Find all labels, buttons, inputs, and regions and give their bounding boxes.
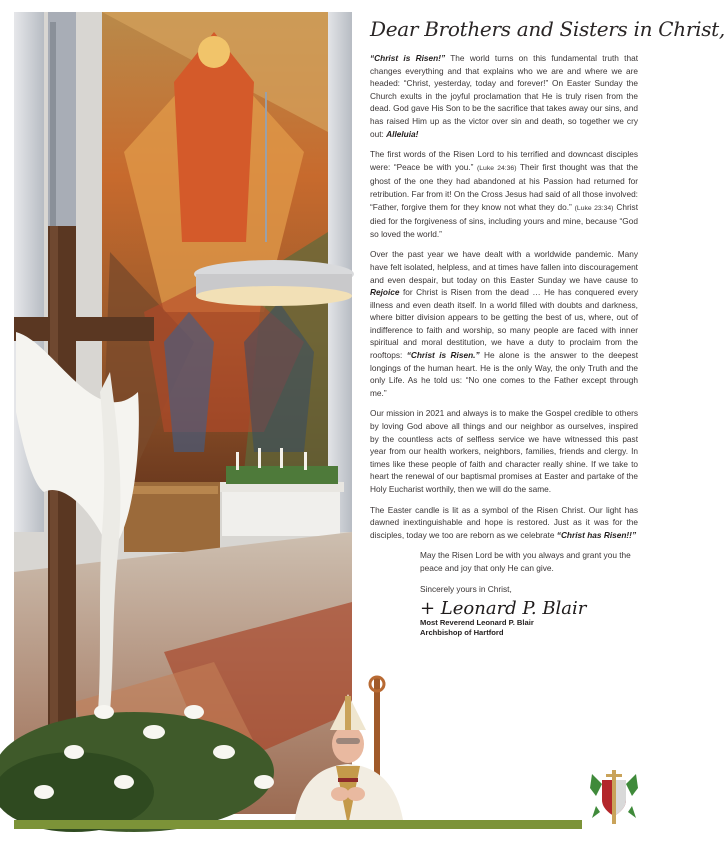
paragraph-1-lead: “Christ is Risen!” [370, 53, 446, 63]
scripture-ref-2: (Luke 23:34) [574, 204, 614, 212]
closing-block [420, 549, 638, 637]
paragraph-2-b: Their first thought was that the ghost of the one they had abandoned at his Passion had returned for retribution. Far from it! On the Cross Jesus had said of all those involved: “Father, forgive them for they know not what they do.” [370, 161, 639, 212]
paragraph-1-end: Alleluia! [386, 128, 419, 139]
signer-title: Archbishop of Hartford [420, 627, 504, 637]
scripture-ref-1: (Luke 24:36) [477, 164, 517, 172]
signature: + Leonard P. Blair [420, 598, 587, 620]
paragraph-2-c: Christ died for the forgiveness of sins, including yours and mine, because “God so loved the world.” [370, 201, 638, 239]
coat-of-arms-icon [588, 766, 640, 824]
paragraph-3-emphasis-2: “Christ is Risen.” [406, 350, 480, 361]
paragraph-3-a: Over the past year we have dealt with a worldwide pandemic. Many have felt isolated, helpless, and at times have fallen into discouragement and even despair, but today on this Easter Sunday we have cause to [370, 249, 638, 285]
valediction: Sincerely yours in Christ, [420, 583, 512, 594]
paragraph-4: Our mission in 2021 and always is to make the Gospel credible to others by loving God above all things and our neighbor as ourselves, inspired by the countless acts of selfless service we have witnessed this past year from our health workers, neighbors, families, friends and clergy. In times like these people of faith and character really shine. If we take to heart the renewal of our baptismal promises at Easter and partake of the Holy Eucharist worthily, then we will do the same. [370, 408, 638, 494]
letter-body [370, 14, 725, 638]
paragraph-3-c: He alone is the answer to the deepest longings of the human heart. He is the only Way, the only Truth and the only Life. As he told us: “No one comes to the Father except through me.” [370, 350, 639, 398]
paragraph-2 [370, 148, 638, 240]
paragraph-3-b: for Christ is Risen from the dead … He has conquered every illness and even death itself. In a world filled with doubts and darkness, where bitter division appears to be getting the best of us, where, out of indifference to faith and worship, so many people are faced with inner spiritual and moral destitution, we have a duty to proclaim from the rooftops: [370, 287, 638, 361]
paragraph-1 [370, 52, 638, 140]
paragraph-5-emphasis: “Christ has Risen!!” [556, 529, 637, 540]
archbishop-portrait [286, 674, 412, 826]
paragraph-3 [370, 248, 638, 399]
paragraph-1-body: The world turns on this fundamental truth that changes everything and that explains who we are and where we are headed: “Christ, yesterday, today and forever!” On Easter Sunday the Church exults in the joyful proclamation that He is truly risen from the dead. God gave His Son to be the sacrifice that takes away our sins, and has raised Him up as the victor over sin and death, so together we cry out: [370, 53, 639, 139]
signer-name: Most Reverend Leonard P. Blair [420, 617, 534, 627]
salutation: Dear Brothers and Sisters in Christ, [370, 17, 725, 41]
paragraph-5-a: The Easter candle is lit as a symbol of the Risen Christ. Our light has dawned inextinguishable and hope is restored. Just as it was for the disciples, today we too are reborn as we celebrate [370, 504, 638, 540]
paragraph-2-a: The first words of the Risen Lord to his terrified and downcast disciples were: “Peace be with you.” [370, 149, 638, 172]
footer-color-bar [14, 820, 582, 829]
blessing: May the Risen Lord be with you always and grant you the peace and joy that only He can give. [420, 550, 631, 573]
paragraph-3-emphasis: Rejoice [370, 287, 400, 298]
paragraph-5 [370, 504, 638, 542]
